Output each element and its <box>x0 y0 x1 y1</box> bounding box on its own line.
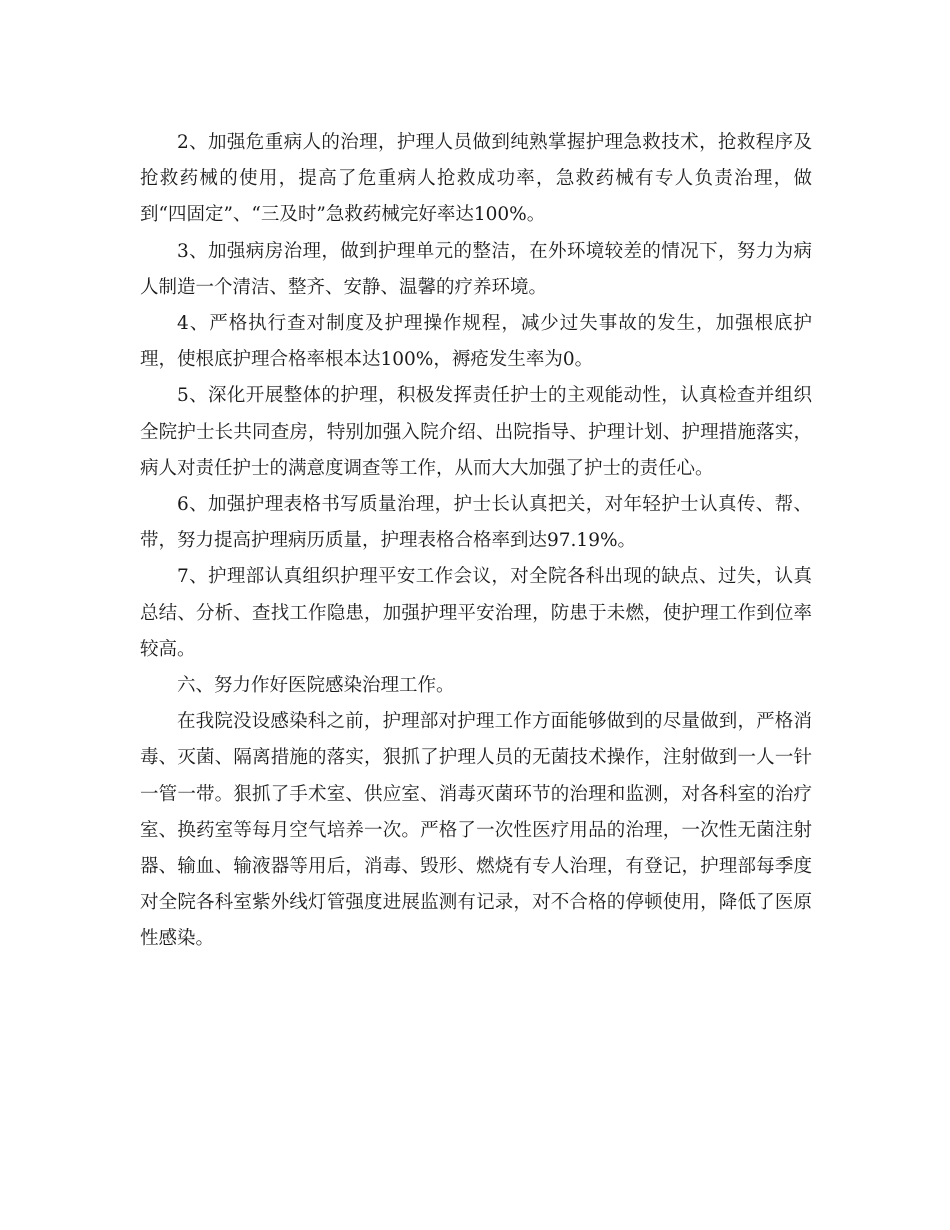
paragraph-emergency-care: 2、加强危重病人的治理，护理人员做到纯熟掌握护理急救技术，抢救程序及抢救药械的使用，提高了危重病人抢救成功率，急救药械有专人负责治理，做到“四固定”、“三及时”急救药械完好率达100%。 <box>140 132 812 226</box>
document-body <box>140 125 812 958</box>
paragraph-infection-control: 在我院没设感染科之前，护理部对护理工作方面能够做到的尽量做到，严格消毒、灭菌、隔离措施的落实，狠抓了护理人员的无菌技术操作，注射做到一人一针一管一带。狠抓了手术室、供应室、消毒灭菌环节的治理和监测，对各科室的治疗室、换药室等每月空气培养一次。严格了一次性医疗用品的治理，一次性无菌注射器、输血、输液器等用后，消毒、毁形、燃烧有专人治理，有登记，护理部每季度对全院各科室紫外线灯管强度进展监测有记录，对不合格的停顿使用，降低了医原性感染。 <box>140 711 812 950</box>
paragraph-safety-meetings: 7、护理部认真组织护理平安工作会议，对全院各科出现的缺点、过失，认真总结、分析、查找工作隐患，加强护理平安治理，防患于未燃，使护理工作到位率较高。 <box>140 566 812 660</box>
paragraph-holistic-care: 5、深化开展整体的护理，积极发挥责任护士的主观能动性，认真检查并组织全院护士长共同查房，特别加强入院介绍、出院指导、护理计划、护理措施落实，病人对责任护士的满意度调查等工作，从而大大加强了护士的责任心。 <box>140 385 812 479</box>
paragraph-ward-management: 3、加强病房治理，做到护理单元的整洁，在外环境较差的情况下，努力为病人制造一个清洁、整齐、安静、温馨的疗养环境。 <box>140 240 812 298</box>
section-heading-infection-control: 六、努力作好医院感染治理工作。 <box>177 675 455 697</box>
paragraph-verification-rules: 4、严格执行查对制度及护理操作规程，减少过失事故的发生，加强根底护理，使根底护理合格率根本达100%，褥疮发生率为0。 <box>140 313 812 371</box>
paragraph-record-quality: 6、加强护理表格书写质量治理，护士长认真把关，对年轻护士认真传、帮、带，努力提高护理病历质量，护理表格合格率到达97.19%。 <box>140 494 812 552</box>
